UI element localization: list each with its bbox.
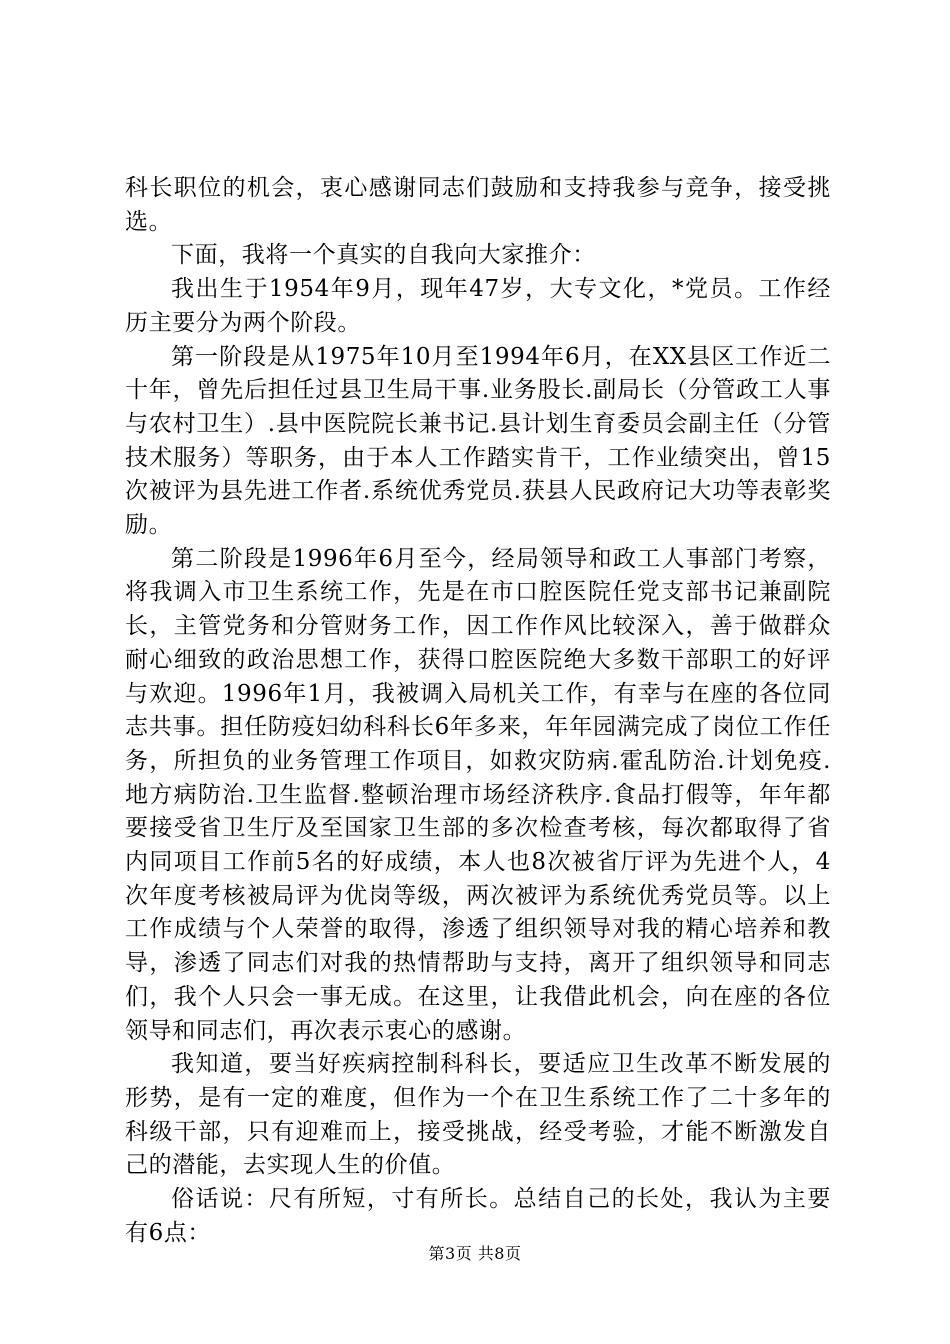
paragraph-intro: 下面，我将一个真实的自我向大家推介： [171,242,596,269]
paragraph-stage-two: 第二阶段是1996年6月至今，经局领导和政工人事部门考察，将我调入市卫生系统工作，先是在市口腔医院任党支部书记兼副院长，主管党务和分管财务工作，因工作作风比较深入，善于做群众耐心细致的政治思想工作，获得口腔医院绝大多数干部职工的好评与欢迎。1996年1月，我被调入局机关工作，有幸与在座的各位同志共事。担任防疫妇幼科科长6年多来，年年园满完成了岗位工作任务，所担负的业务管理工作项目，如救灾防病.霍乱防治.计划免疫.地方病防治.卫生监督.整顿治理市场经济秩序.食品打假等，年年都要接受省卫生厅及至国家卫生部的多次检查考核，每次都取得了省内同项目工作前5名的好成绩，本人也8次被省厅评为先进个人，4次年度考核被局评为优岗等级，两次被评为系统优秀党员等。以上工作成绩与个人荣誉的取得，渗透了组织领导对我的精心培养和教导，渗透了同志们对我的热情帮助与支持，离开了组织领导和同志们，我个人只会一事无成。在这里，让我借此机会，向在座的各位领导和同志们，再次表示衷心的感谢。 [125,545,831,1044]
paragraph-stage-one: 第一阶段是从1975年10月至1994年6月，在XX县区工作近二十年，曾先后担任过县卫生局干事.业务股长.副局长（分管政工人事与农村卫生）.县中医院院长兼书记.县计划生育委员会副主任（分管技术服务）等职务，由于本人工作踏实肯干，工作业绩突出，曾15次被评为县先进工作者.系统优秀党员.获县人民政府记大功等表彰奖励。 [125,343,831,539]
page-footer: 第3页 共8页 [428,1244,522,1263]
paragraph-strengths: 俗话说：尺有所短，寸有所长。总结自己的长处，我认为主要有6点： [125,1186,831,1246]
document-body [125,172,831,1251]
paragraph-personal-info: 我出生于1954年9月，现年47岁，大专文化，*党员。工作经历主要分为两个阶段。 [125,276,831,336]
paragraph-challenge: 我知道，要当好疾病控制科科长，要适应卫生改革不断发展的形势，是有一定的难度，但作为一个在卫生系统工作了二十多年的科级干部，只有迎难而上，接受挑战，经受考验，才能不断激发自己的潜能，去实现人生的价值。 [125,1051,831,1179]
paragraph-continuation: 科长职位的机会，衷心感谢同志们鼓励和支持我参与竞争，接受挑选。 [125,175,831,235]
